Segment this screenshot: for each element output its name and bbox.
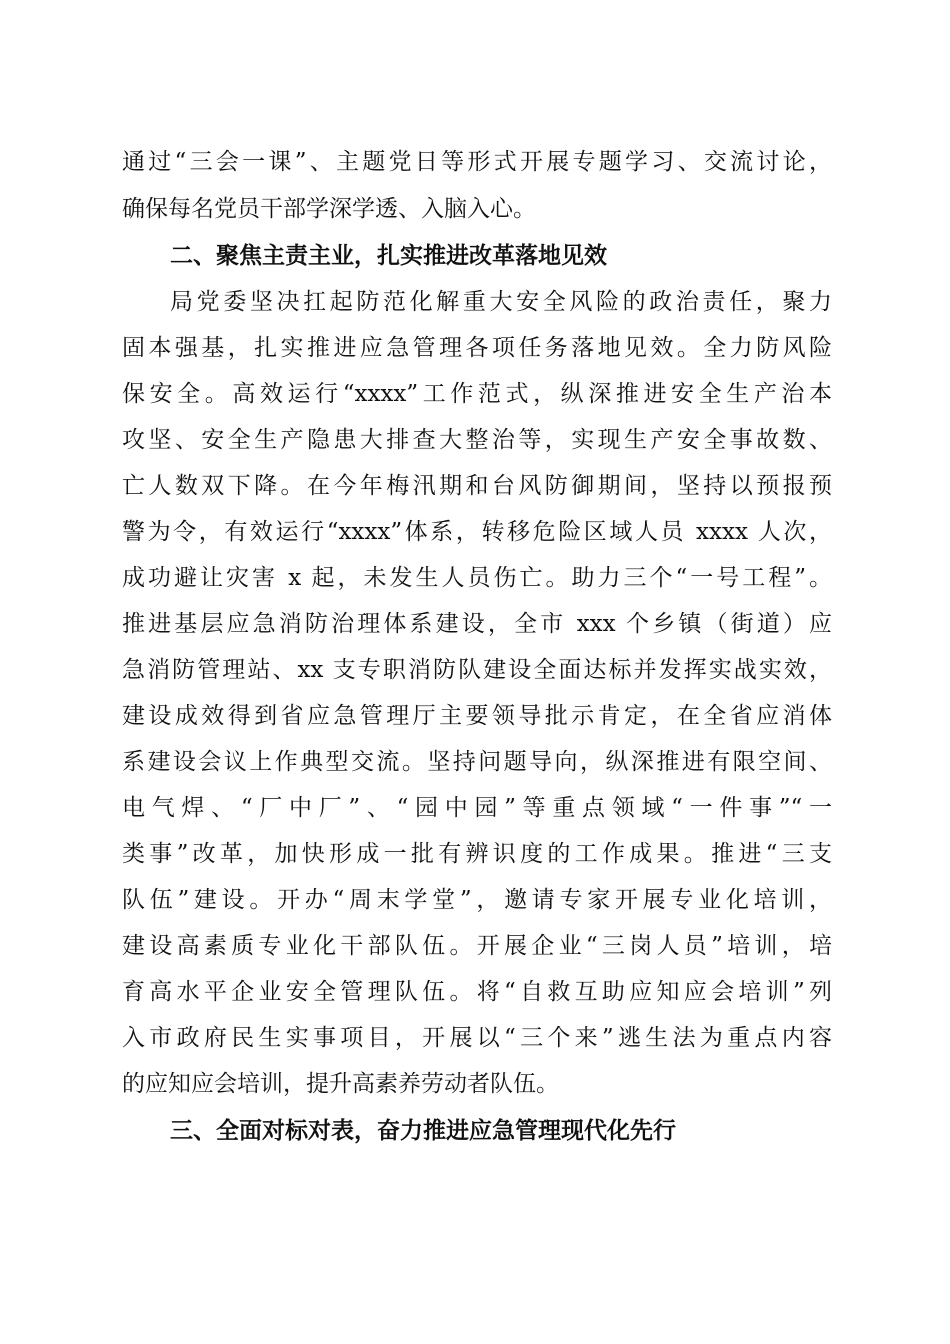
paragraph-line: 成功避让灾害 x 起，未发生人员伤亡。助力三个“一号工程”。: [122, 565, 832, 591]
paragraph-line: 急消防管理站、xx 支专职消防队建设全面达标并发挥实战实效，: [122, 657, 832, 683]
paragraph-line: 确保每名党员干部学深学透、入脑入心。: [122, 196, 536, 222]
section-heading-3: 三、全面对标对表，奋力推进应急管理现代化先行: [170, 1118, 676, 1144]
paragraph-line: 保安全。高效运行“xxxx”工作范式，纵深推进安全生产治本: [122, 381, 832, 407]
paragraph-line: 攻坚、安全生产隐患大排查大整治等，实现生产安全事故数、: [122, 427, 832, 453]
paragraph-line: 建设高素质专业化干部队伍。开展企业“三岗人员”培训，培: [122, 933, 832, 959]
paragraph-line: 通过“三会一课”、主题党日等形式开展专题学习、交流讨论，: [122, 149, 832, 175]
paragraph-line: 建设成效得到省应急管理厅主要领导批示肯定，在全省应消体: [122, 703, 832, 729]
paragraph-line: 育高水平企业安全管理队伍。将“自救互助应知应会培训”列: [122, 979, 832, 1005]
paragraph-line: 系建设会议上作典型交流。坚持问题导向，纵深推进有限空间、: [122, 749, 832, 775]
paragraph-line: 局党委坚决扛起防范化解重大安全风险的政治责任，聚力: [170, 289, 832, 315]
paragraph-line: 类事”改革，加快形成一批有辨识度的工作成果。推进“三支: [122, 841, 832, 867]
paragraph-line: 推进基层应急消防治理体系建设，全市 xxx 个乡镇（街道）应: [122, 611, 832, 637]
paragraph-line: 固本强基，扎实推进应急管理各项任务落地见效。全力防风险: [122, 335, 832, 361]
paragraph-line: 警为令，有效运行“xxxx”体系，转移危险区域人员 xxxx 人次，: [122, 519, 832, 545]
paragraph-line: 电气焊、“厂中厂”、“园中园”等重点领域“一件事”“一: [122, 795, 832, 821]
paragraph-line: 亡人数双下降。在今年梅汛期和台风防御期间，坚持以预报预: [122, 473, 832, 499]
paragraph-line: 的应知应会培训，提升高素养劳动者队伍。: [122, 1071, 559, 1097]
section-heading-2: 二、聚焦主责主业，扎实推进改革落地见效: [170, 243, 607, 269]
paragraph-line: 队伍”建设。开办“周末学堂”，邀请专家开展专业化培训，: [122, 887, 832, 913]
paragraph-line: 入市政府民生实事项目，开展以“三个来”逃生法为重点内容: [122, 1025, 832, 1051]
